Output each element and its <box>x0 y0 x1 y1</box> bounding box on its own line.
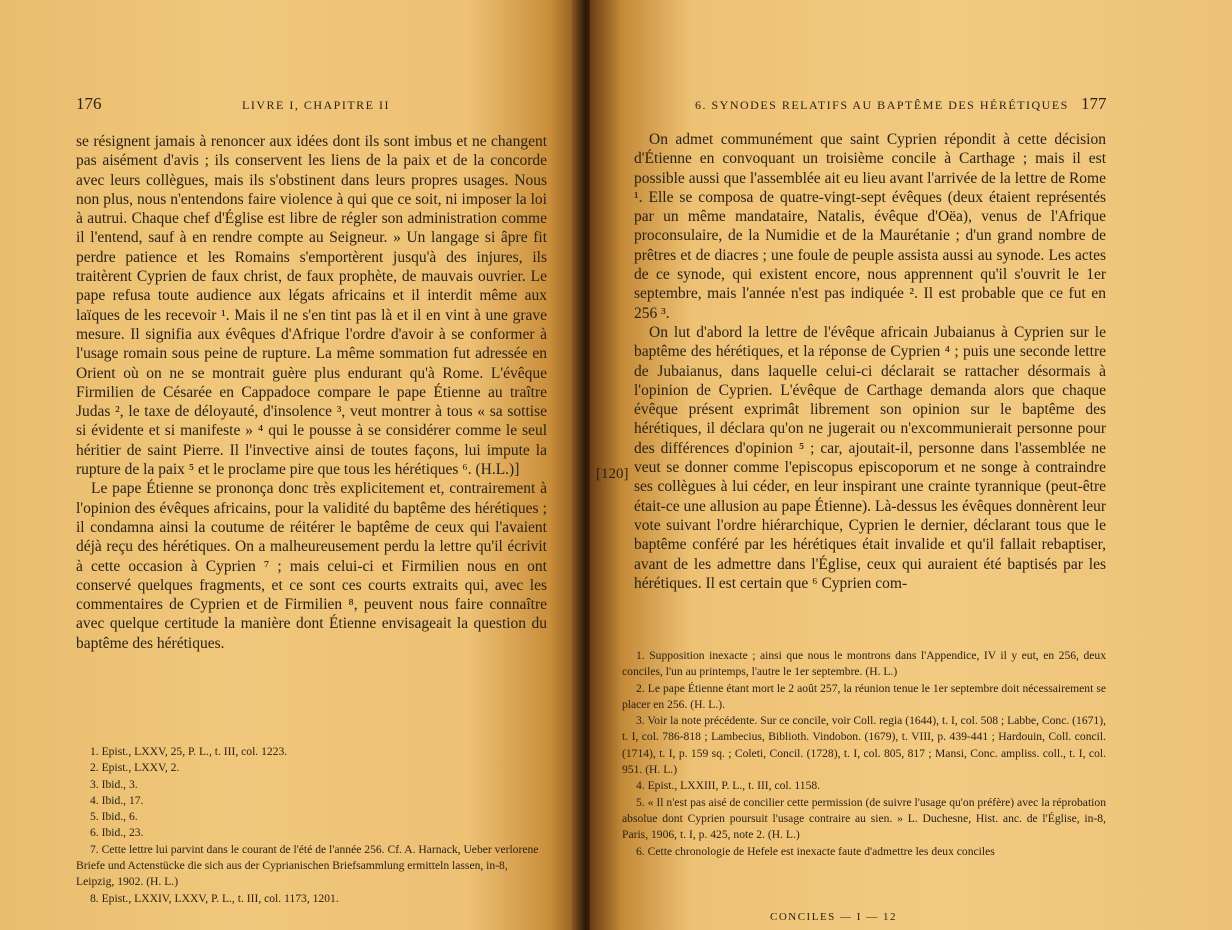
right-body-text <box>634 130 1106 593</box>
footnote: 7. Cette lettre lui parvint dans le courant de l'été de l'année 256. Cf. A. Harnack, Ueber verlorene Briefe und Actenstücke die sich aus der Cyprianischen Briefsammlung ermitteln lassen, in-8, Leipzig, 1902. (H. L.) <box>76 842 539 889</box>
right-header <box>638 94 1107 120</box>
right-page <box>590 0 1232 930</box>
right-paragraph-1: On admet communément que saint Cyprien répondit à cette décision d'Étienne en convoquant un troisième concile à Carthage ; mais il est possible aussi que l'assemblée ait eu lieu avant l'arrivée de la lettre de Rome ¹. Elle se composa de quatre-vingt-sept évêques (deux étaient représentés par un même mandataire, Natalis, évêque d'Oëa), venus de l'Afrique proconsulaire, de la Numidie et de la Maurétanie ; d'un grand nombre de prêtres et de diacres ; une foule de peuple assista aussi au synode. Les actes de ce synode, qui existent encore, nous apprennent qu'il s'ouvrit le 1er septembre, mais l'année n'est pas indiquée ². Il est probable que ce fut en 256 ³. <box>634 131 1106 322</box>
footnote: 2. Le pape Étienne étant mort le 2 août 257, la réunion tenue le 1er septembre doit nécessairement se placer en 256. (H. L.). <box>622 681 1106 711</box>
footnote: 8. Epist., LXXIV, LXXV, P. L., t. III, col. 1173, 1201. <box>90 891 339 905</box>
margin-page-marker: [120] <box>596 466 629 482</box>
right-footnotes <box>622 648 1106 860</box>
footnote: 5. « Il n'est pas aisé de concilier cette permission (de suivre l'usage qu'on préfère) avec la réprobation absolue dont Cyprien poursuit l'usage contraire au sien. » L. Duchesne, Hist. anc. de l'Église, in-8, Paris, 1906, t. I, p. 425, note 2. (H. L.) <box>622 795 1106 842</box>
running-head-left: LIVRE I, CHAPITRE II <box>242 98 390 112</box>
footnote: 3. Voir la note précédente. Sur ce concile, voir Coll. regia (1644), t. I, col. 508 ; Labbe, Conc. (1671), t. I, col. 786-818 ; Lambecius, Biblioth. Vindobon. (1679), t. VIII, p. 439-441 ; Hardouin, Coll. concil. (1714), t. I, p. 159 sq. ; Coleti, Concil. (1728), t. I, col. 805, 817 ; Mansi, Conc. ampliss. coll., t. I, col. 951. (H. L.) <box>622 714 1106 777</box>
footnote: 4. Epist., LXXIII, P. L., t. III, col. 1158. <box>636 779 821 793</box>
footnote: 5. Ibid., 6. <box>90 810 138 824</box>
left-paragraph-2: Le pape Étienne se prononça donc très explicitement et, contrairement à l'opinion des évêques africains, pour la validité du baptême des hérétiques ; il condamna ainsi la coutume de réitérer le baptême de ceux qui l'avaient déjà reçu des hérétiques. On a malheureusement perdu la lettre qu'il écrivit à cette occasion à Cyprien ⁷ ; mais celui-ci et Firmilien nous en ont conservé quelques fragments, et ce sont ces courts extraits qui, avec les commentaires de Cyprien et de Firmilien ⁸, peuvent nous faire connaître avec quelque certitude la manière dont Étienne envisageait la question du baptême des hérétiques. <box>76 480 547 652</box>
right-paragraph-2: On lut d'abord la lettre de l'évêque africain Jubaianus à Cyprien sur le baptême des hérétiques, et la réponse de Cyprien ⁴ ; puis une seconde lettre de Jubaianus, dans laquelle celui-ci déclarait se rattacher désormais à l'opinion de Cyprien. L'évêque de Carthage demanda alors que chaque évêque présent exprimât librement son opinion sur le baptême des hérétiques, il déclara qu'on ne jugerait ou n'excommunierait personne pour des différences d'opinion ⁵ ; car, ajoutait-il, personne dans l'assemblée ne veut se donner comme l'episcopus episcoporum et ne songe à contraindre ses collègues à lui céder, en leur inspirant une crainte tyrannique (peut-être était-ce une allusion au pape Étienne). Là-dessus les évêques donnèrent leur vote suivant l'ordre hiérarchique, Cyprien le dernier, déclarant tous que le baptême conféré par les hérétiques était invalide et qu'il fallait rebaptiser, avant de les admettre dans l'Église, ceux qui auraient été baptisés par les hérétiques. Il est certain que ⁶ Cyprien com- <box>634 323 1106 592</box>
running-head-right: 6. SYNODES RELATIFS AU BAPTÊME DES HÉRÉTIQUES <box>695 98 1069 112</box>
left-footnotes <box>76 744 546 907</box>
footnote: 1. Supposition inexacte ; ainsi que nous le montrons dans l'Appendice, IV il y eut, en 256, deux conciles, l'un au printemps, l'autre le 1er septembre. (H. L.) <box>622 649 1106 679</box>
footnote: 6. Cette chronologie de Hefele est inexacte faute d'admettre les deux conciles <box>636 844 995 858</box>
page-number-right: 177 <box>1081 94 1107 113</box>
left-page <box>0 0 585 930</box>
footnote: 1. Epist., LXXV, 25, P. L., t. III, col. 1223. <box>90 745 288 758</box>
page-number-left: 176 <box>76 94 102 113</box>
footnote: 3. Ibid., 3. <box>90 777 138 791</box>
footnote: 6. Ibid., 23. <box>90 826 144 840</box>
left-header <box>76 94 546 120</box>
signature-mark: CONCILES — I — 12 <box>770 911 897 923</box>
left-body-text <box>76 132 547 653</box>
left-paragraph-1: se résignent jamais à renoncer aux idées dont ils sont imbus et ne changent pas aisément d'avis ; ils conservent les liens de la paix et de la concorde avec leurs collègues, mais ils s'obstinent dans leurs propres usages. Nous non plus, nous n'entendons faire violence à qui que ce soit, ni imposer la loi à autrui. Chaque chef d'Église est libre de régler son administration comme il l'entend, sauf à en rendre compte au Seigneur. » Un langage si âpre fit perdre patience et les Romains s'emportèrent jusqu'à des injures, ils traitèrent Cyprien de faux christ, de faux prophète, de mauvais ouvrier. Le pape refusa toute audience aux légats africains et il interdit même aux laïques de les recevoir ¹. Mais il ne s'en tint pas là et il en vint à une grave mesure. Il signifia aux évêques d'Afrique l'ordre d'avoir à se conformer à l'usage romain sous peine de rupture. La même sommation fut adressée en Orient où on ne se montrait guère plus endurant qu'à Rome. L'évêque Firmilien de Césarée en Cappadoce compare le pape Étienne au traître Judas ², le taxe de déloyauté, d'insolence ³, veut montrer à tous « sa sottise si évidente et si manifeste » ⁴ qui le pousse à se considérer comme le seul héritier de saint Pierre. Il l'invective ainsi de toutes façons, lui impute la rupture de la paix ⁵ et le proclame pire que tous les hérétiques ⁶. (H.L.)] <box>76 133 547 479</box>
footnote: 2. Epist., LXXV, 2. <box>90 761 180 775</box>
footnote: 4. Ibid., 17. <box>90 793 144 807</box>
